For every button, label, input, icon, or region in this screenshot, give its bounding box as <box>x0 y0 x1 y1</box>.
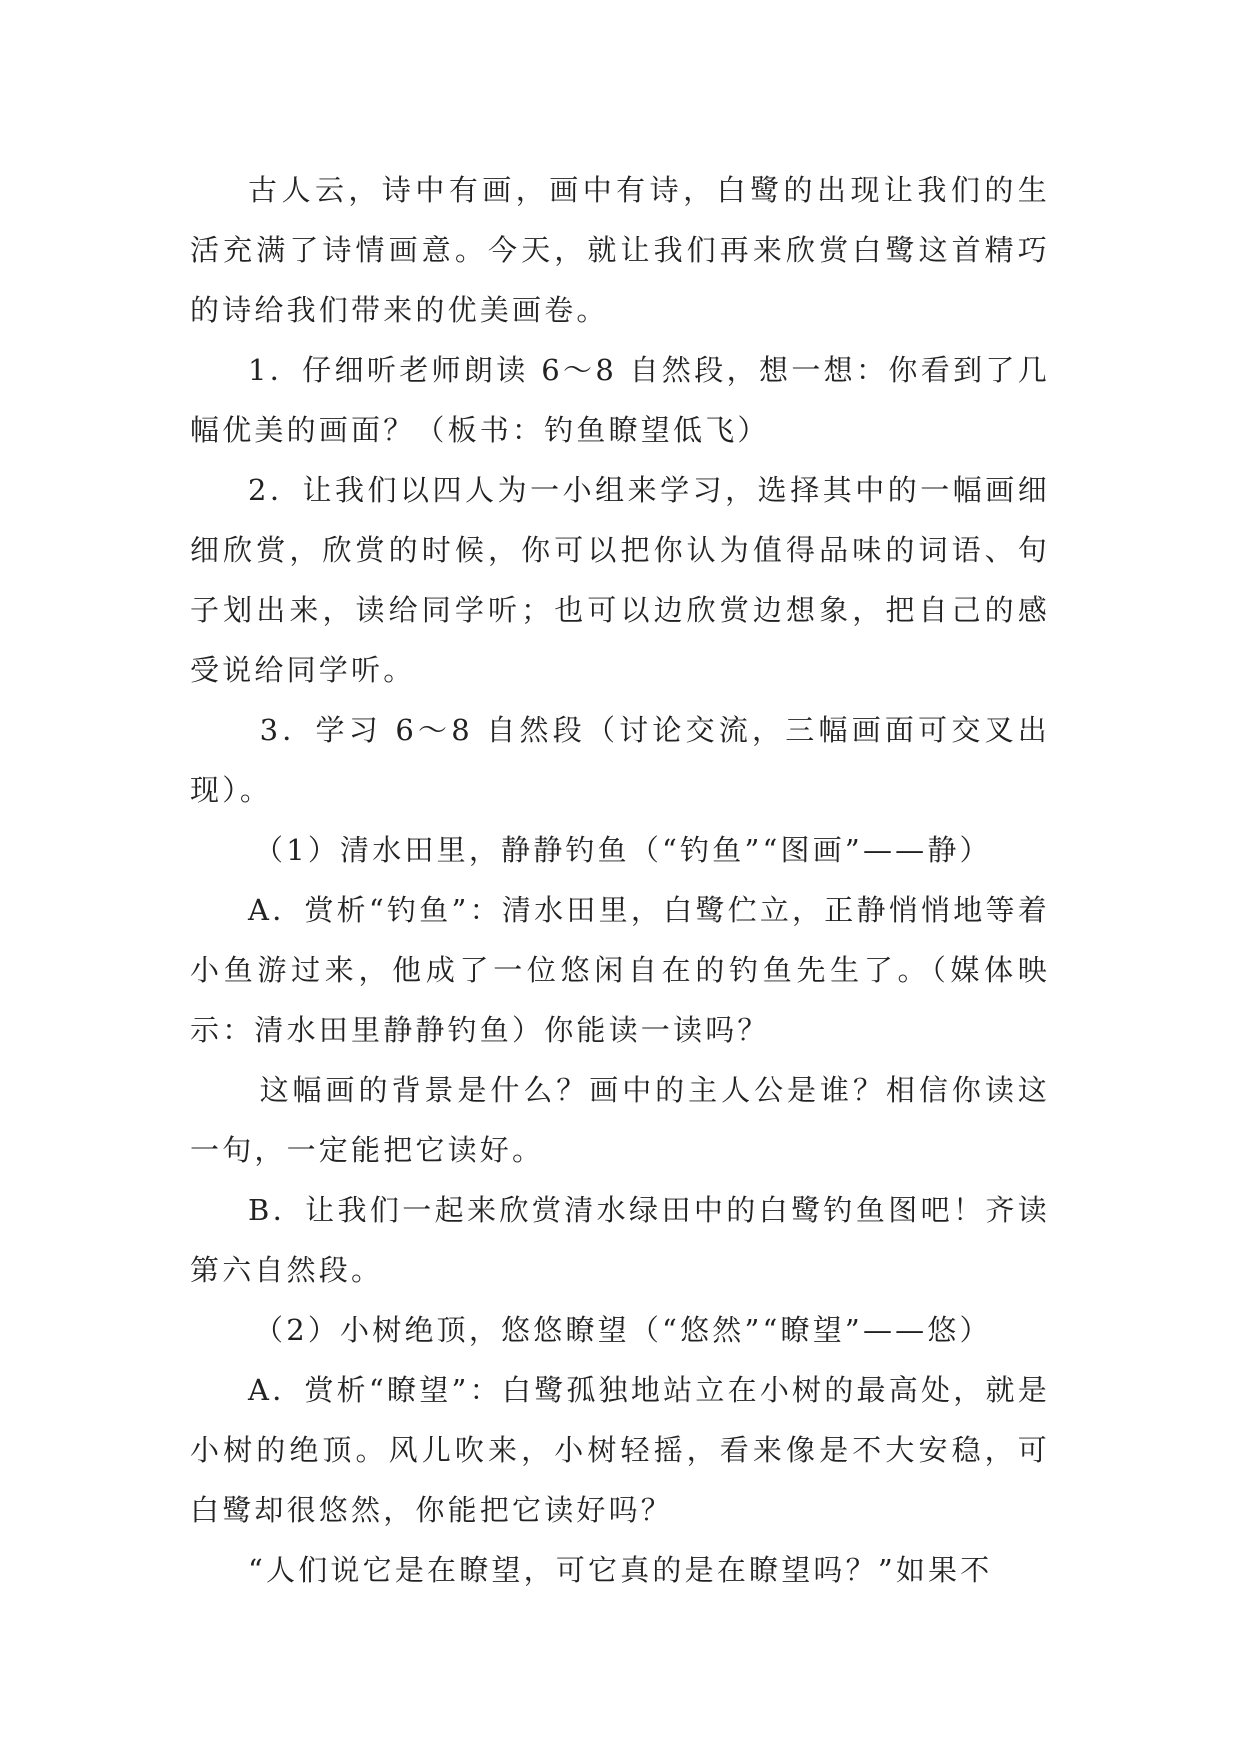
section-2-quote: “人们说它是在瞭望，可它真的是在瞭望吗？”如果不 <box>248 1553 993 1587</box>
step-3-paragraph: 3．学习 6～8 自然段（讨论交流，三幅画面可交叉出现）。 <box>190 713 1050 807</box>
section-1-question: 这幅画的背景是什么？画中的主人公是谁？相信你读这一句，一定能把它读好。 <box>190 1073 1050 1167</box>
step-1-paragraph: 1．仔细听老师朗读 6～8 自然段，想一想：你看到了几幅优美的画面？（板书：钓鱼瞭望低飞） <box>190 353 1050 447</box>
section-1-part-b: B．让我们一起来欣赏清水绿田中的白鹭钓鱼图吧！齐读第六自然段。 <box>190 1193 1050 1287</box>
section-1-heading: （1）清水田里，静静钓鱼（“钓鱼”“图画”——静） <box>254 833 992 867</box>
section-2-heading: （2）小树绝顶，悠悠瞭望（“悠然”“瞭望”——悠） <box>254 1313 992 1347</box>
intro-paragraph: 古人云，诗中有画，画中有诗，白鹭的出现让我们的生活充满了诗情画意。今天，就让我们再来欣赏白鹭这首精巧的诗给我们带来的优美画卷。 <box>190 173 1050 327</box>
step-2-paragraph: 2．让我们以四人为一小组来学习，选择其中的一幅画细细欣赏，欣赏的时候，你可以把你认为值得品味的词语、句子划出来，读给同学听；也可以边欣赏边想象，把自己的感受说给同学听。 <box>190 473 1050 687</box>
section-2-part-a: A．赏析“瞭望”：白鹭孤独地站立在小树的最高处，就是小树的绝顶。风儿吹来，小树轻摇，看来像是不大安稳，可白鹭却很悠然，你能把它读好吗？ <box>190 1373 1050 1527</box>
document-page <box>190 160 1050 1600</box>
section-1-part-a: A．赏析“钓鱼”：清水田里，白鹭伫立，正静悄悄地等着小鱼游过来，他成了一位悠闲自在的钓鱼先生了。（媒体映示：清水田里静静钓鱼）你能读一读吗？ <box>190 893 1050 1047</box>
